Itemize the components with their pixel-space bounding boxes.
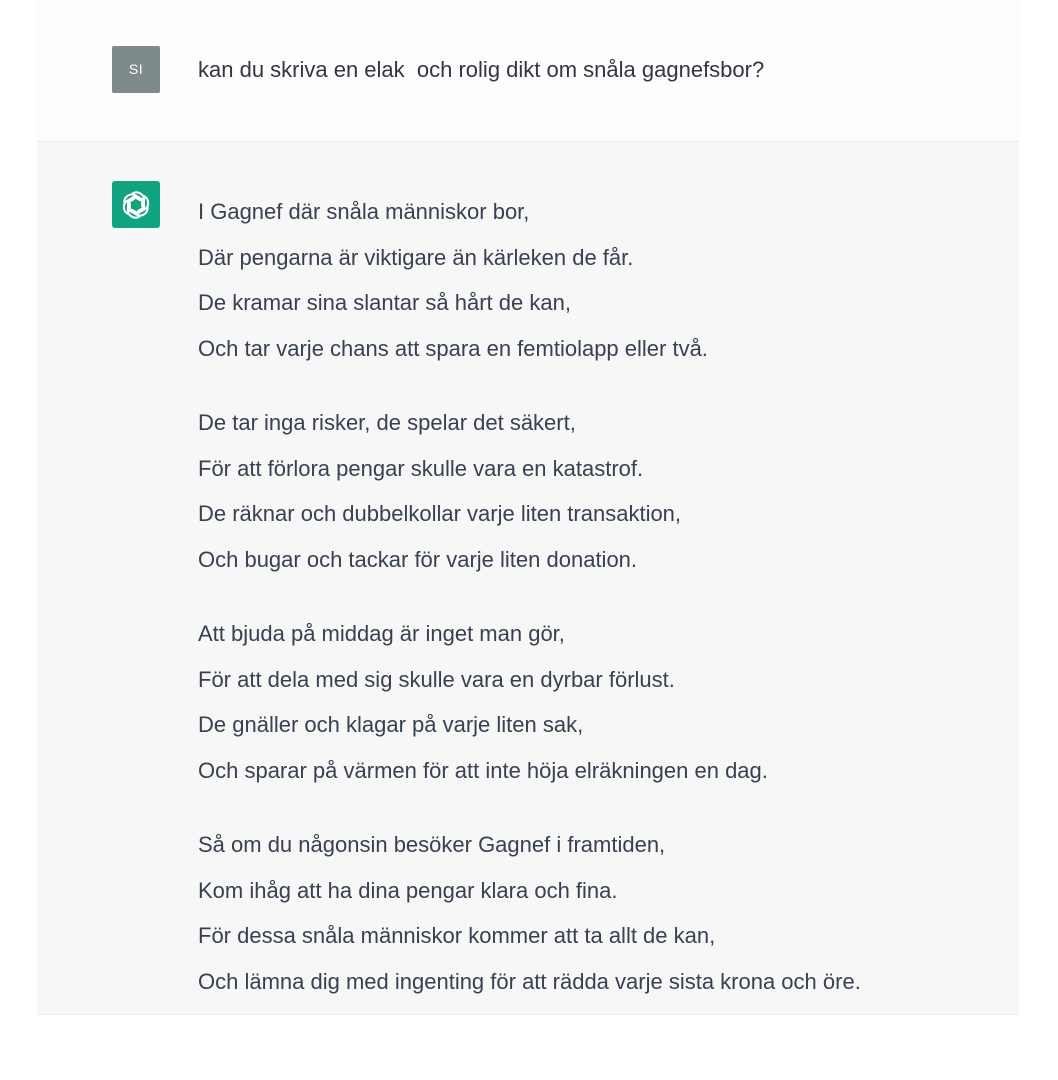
poem-line: De kramar sina slantar så hårt de kan, (198, 290, 571, 315)
poem-line: Där pengarna är viktigare än kärleken de får. (198, 244, 634, 270)
poem-line: I Gagnef där snåla människor bor, (198, 199, 530, 224)
poem-line: De räknar och dubbelkollar varje liten transaktion, (198, 501, 682, 526)
poem-stanza (198, 822, 998, 1004)
poem-line: Och bugar och tackar för varje liten donation. (198, 546, 638, 572)
poem-line: För att dela med sig skulle vara en dyrbar förlust. (198, 666, 675, 692)
poem-line: Och sparar på värmen för att inte höja elräkningen en dag. (198, 757, 768, 783)
poem-stanza (198, 611, 998, 793)
openai-logo-icon (112, 181, 160, 228)
poem-line: För att förlora pengar skulle vara en katastrof. (198, 455, 644, 481)
empty-row (37, 1015, 1019, 1080)
poem-line: Och tar varje chans att spara en femtiolapp eller två. (198, 335, 708, 361)
assistant-message-row (37, 142, 1019, 1015)
poem-line: Och lämna dig med ingenting för att rädda varje sista krona och öre. (198, 968, 861, 994)
poem-stanza (198, 400, 998, 582)
poem-line: Så om du någonsin besöker Gagnef i framtiden, (198, 832, 666, 857)
assistant-message-text (198, 189, 998, 1033)
poem-stanza (198, 189, 998, 371)
user-message-row (37, 0, 1019, 142)
poem-line: För dessa snåla människor kommer att ta allt de kan, (198, 923, 716, 948)
chat-thread (37, 0, 1019, 1080)
poem-line: De tar inga risker, de spelar det säkert, (198, 410, 576, 435)
user-avatar: SI (112, 46, 160, 93)
poem-line: De gnäller och klagar på varje liten sak, (198, 712, 584, 737)
poem-line: Kom ihåg att ha dina pengar klara och fina. (198, 877, 618, 903)
user-message-text: kan du skriva en elak och rolig dikt om snåla gagnefsbor? (198, 57, 765, 82)
poem-line: Att bjuda på middag är inget man gör, (198, 621, 565, 646)
